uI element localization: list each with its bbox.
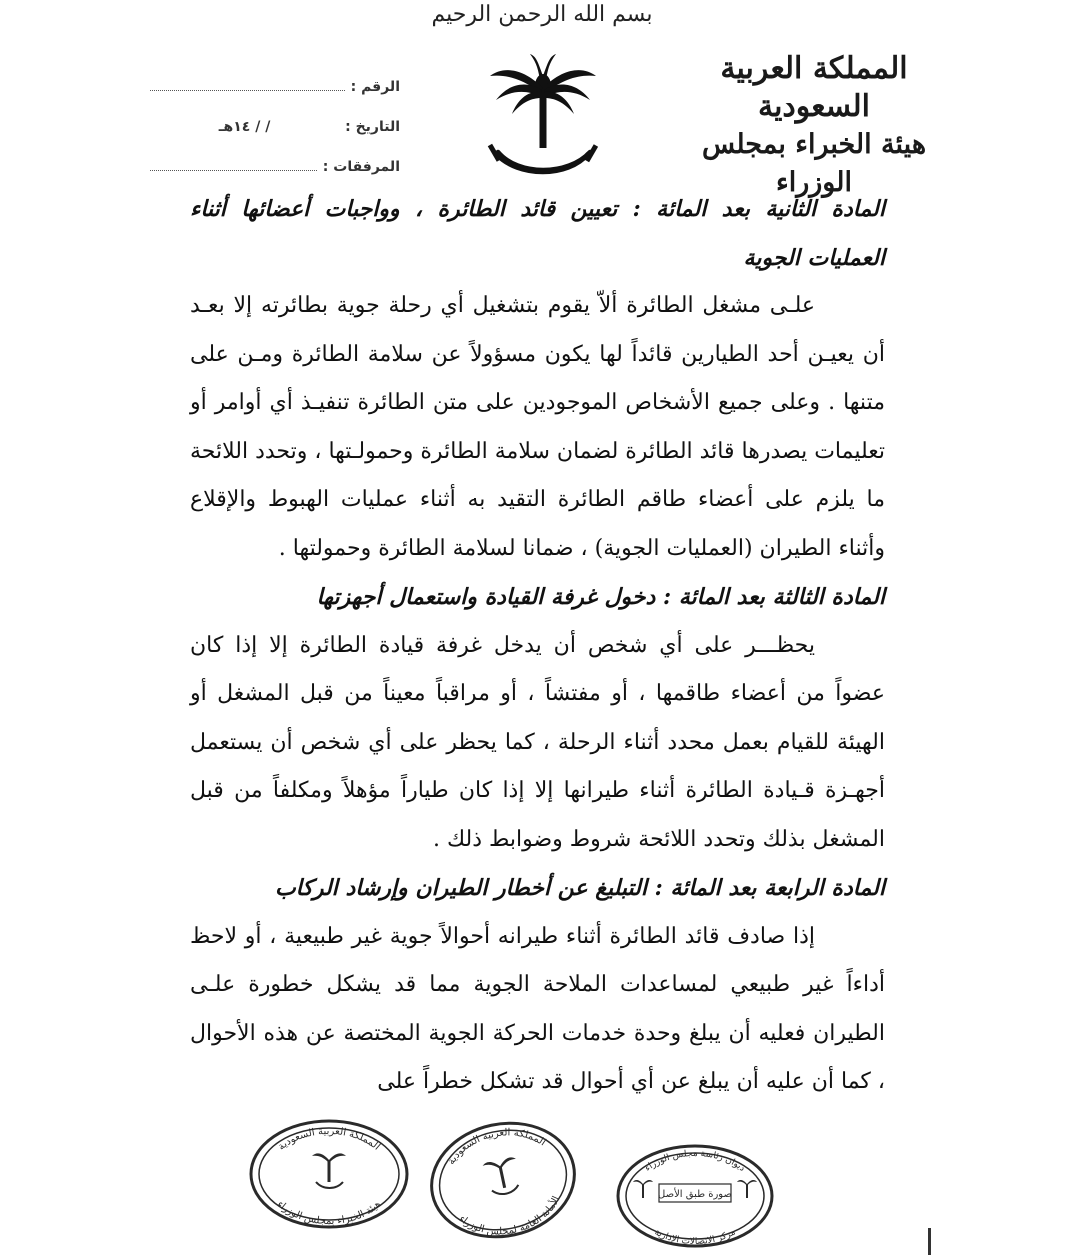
stamp-1-top-text: المملكة العربية السعودية — [276, 1125, 382, 1153]
stamp-2-emblem-icon — [482, 1156, 522, 1197]
article-102-heading: المادة الثانية بعد المائة : تعيين قائد الطائرة ، وواجبات أعضائها أثناء العمليات الجوية — [190, 196, 885, 271]
stamp-3-bottom-text: مركز الاتصالات الإدارية — [652, 1227, 738, 1248]
stamp-1-bottom-text: هيئة الخبراء بمجلس الوزراء — [274, 1198, 384, 1228]
date-label: التاريخ : — [345, 119, 400, 135]
svg-text:هيئة الخبراء بمجلس الوزراء — [275, 1199, 384, 1227]
stamp-3-middle-text: صورة طبق الأصل — [658, 1189, 732, 1200]
kingdom-title: المملكة العربية السعودية — [720, 51, 908, 124]
letterhead — [664, 50, 964, 202]
stamp-experts-commission — [248, 1118, 410, 1234]
svg-text:مركز الاتصالات الإدارية — [653, 1227, 738, 1247]
article-104-heading: المادة الرابعة بعد المائة : التبليغ عن أخطار الطيران وإرشاد الركاب — [274, 875, 885, 901]
attachments-label: المرفقات : — [322, 159, 400, 175]
ref-number-row — [150, 55, 400, 95]
scan-edge-mark — [928, 1228, 931, 1255]
attachments-line — [150, 154, 317, 171]
stamp-2-bottom-text: الأمانة العامة لمجلس الوزراء — [456, 1194, 563, 1238]
document-body — [190, 185, 885, 1107]
stamp-true-copy — [615, 1144, 775, 1253]
stamp-3-top-text: ديوان رئاسة مجلس الوزراء — [643, 1148, 747, 1174]
date-value: / / ١٤هـ — [218, 119, 271, 135]
stamp-1-emblem-icon — [312, 1153, 346, 1188]
ref-number-label: الرقم : — [350, 79, 400, 95]
reference-fields — [150, 55, 400, 175]
svg-text:المملكة العربية السعودية — [276, 1126, 382, 1153]
attachments-row — [150, 135, 400, 175]
palm-swords-emblem-icon — [478, 48, 608, 183]
stamps-row — [0, 1108, 1084, 1255]
basmala: بسم الله الرحمن الرحيم — [431, 2, 653, 27]
stamp-3-left-emblem-icon — [633, 1180, 653, 1198]
ref-number-line — [150, 74, 345, 91]
stamp-3-right-emblem-icon — [737, 1180, 757, 1198]
article-102-body: علـى مشغل الطائرة ألاّ يقوم بتشغيل أي رحلة جوية بطائرته إلا بعـد أن يعيـن أحد الطيارين قائداً لها يكون مسؤولاً عن سلامة الطائرة ومـن على متنها . وعلى جميع الأشخاص الموجودين على متن الطائرة تنفيـذ أي أوامر أو تعليمات يصدرها قائد الطائرة لضمان سلامة الطائرة وحمولـتها ، وتحدد اللائحة ما يلزم على أعضاء طاقم الطائرة التقيد به أثناء عمليات الهبوط والإقلاع وأثناء الطيران (العمليات الجوية) ، ضمانا لسلامة الطائرة وحمولتها . — [190, 293, 885, 561]
stamp-2-top-text: المملكة العربية السعودية — [445, 1127, 548, 1167]
agency-title: هيئة الخبراء بمجلس الوزراء — [701, 129, 927, 198]
article-103-body: يحظـــر على أي شخص أن يدخل غرفة قيادة الطائرة إلا إذا كان عضواً من أعضاء طاقمها ، أو مفتشاً ، أو مراقباً معيناً من قبل المشغل أو الهيئة للقيام بعمل محدد أثناء الرحلة ، كما يحظر على أي شخص أن يستعمل أجهـزة قـيادة الطائرة أثناء طيرانها إلا إذا كان طياراً مؤهلاً ومكلفاً من قبل المشغل بذلك وتحدد اللائحة شروط وضوابط ذلك . — [190, 632, 885, 852]
date-row — [150, 95, 400, 135]
article-103-heading: المادة الثالثة بعد المائة : دخول غرفة القيادة واستعمال أجهزتها — [316, 584, 885, 610]
article-104-body: إذا صادف قائد الطائرة أثناء طيرانه أحوالاً جوية غير طبيعية ، أو لاحظ أداءاً غير طبيعي لمساعدات الملاحة الجوية مما قد يشكل خطورة علـى الطيران فعليه أن يبلغ وحدة خدمات الحركة الجوية المختصة عن هذه الأحوال ، كما أن عليه أن يبلغ عن أي أحوال قد تشكل خطراً على — [190, 923, 885, 1094]
stamp-general-secretariat — [428, 1120, 578, 1244]
